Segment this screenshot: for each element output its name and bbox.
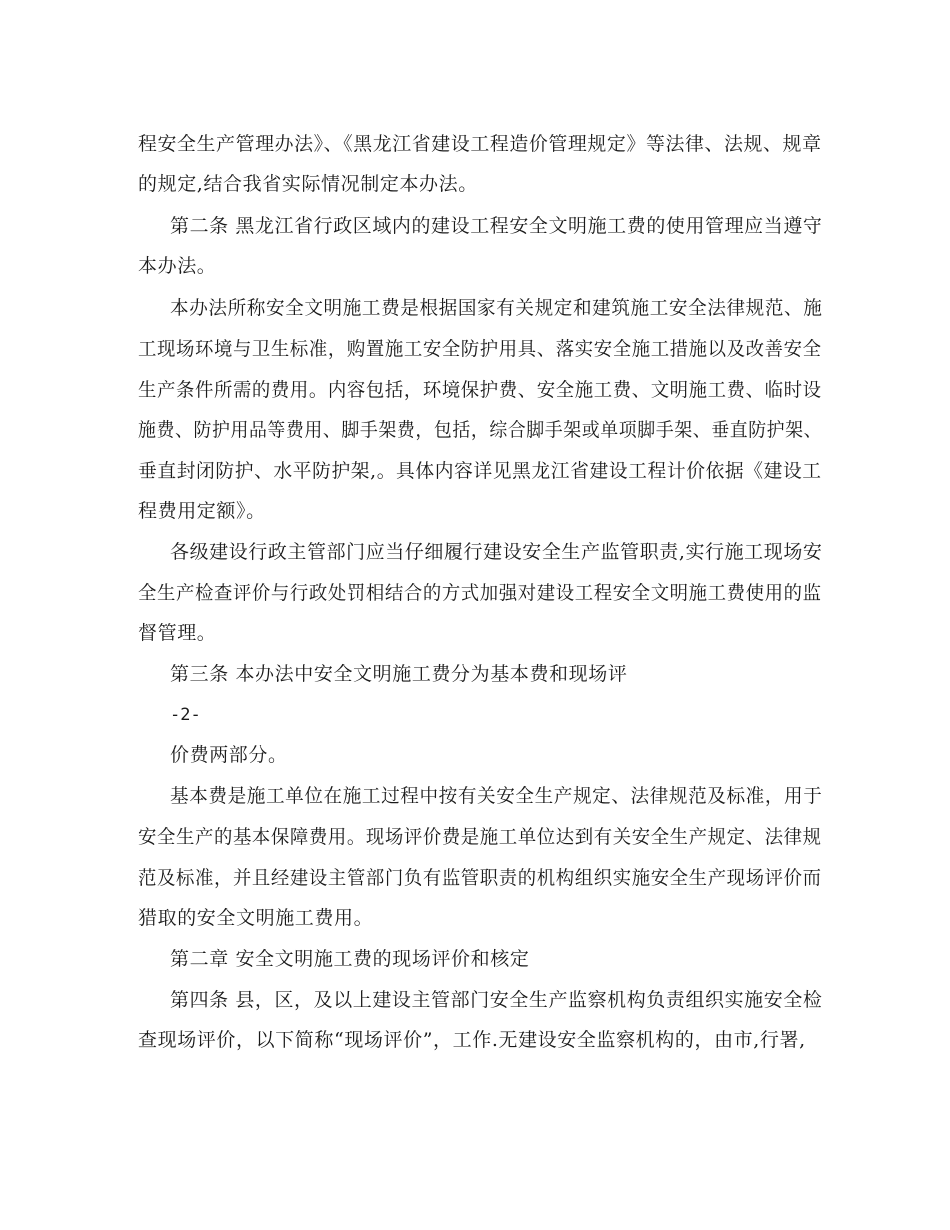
text-line: 全生产检查评价与行政处罚相结合的方式加强对建设工程安全文明施工费使用的监	[138, 582, 822, 604]
text-line: 程安全生产管理办法》、《黑龙江省建设工程造价管理规定》等法律、法规、规章	[138, 133, 822, 155]
text-line: 基本费是施工单位在施工过程中按有关安全生产规定、法律规范及标准，用于	[170, 785, 823, 807]
text-line: 垂直封闭防护、水平防护架,。具体内容详见黑龙江省建设工程计价依据《建设工	[138, 460, 822, 482]
text-line: 价费两部分。	[170, 744, 288, 766]
text-line: 程费用定额》。	[138, 500, 266, 522]
text-line: 生产条件所需的费用。内容包括，环境保护费、安全施工费、文明施工费、临时设	[138, 379, 822, 401]
text-line: 第三条 本办法中安全文明施工费分为基本费和现场评	[170, 663, 628, 685]
text-line: 安全生产的基本保障费用。现场评价费是施工单位达到有关安全生产规定、法律规	[138, 826, 822, 848]
chapter-heading: 第二章 安全文明施工费的现场评价和核定	[170, 948, 530, 970]
text-line: 猎取的安全文明施工费用。	[138, 907, 374, 929]
text-line: 范及标准，并且经建设主管部门负有监管职责的机构组织实施安全生产现场评价而	[138, 867, 822, 889]
text-line: 本办法所称安全文明施工费是根据国家有关规定和建筑施工安全法律规范、施	[170, 297, 823, 319]
text-line: 本办法。	[138, 255, 217, 277]
text-line: 第四条 县，区，及以上建设主管部门安全生产监察机构负责组织实施安全检	[170, 989, 823, 1011]
page-number: -2-	[170, 705, 201, 725]
text-line: 各级建设行政主管部门应当仔细履行建设安全生产监管职责,实行施工现场安	[170, 541, 823, 563]
text-line: 第二条 黑龙江省行政区域内的建设工程安全文明施工费的使用管理应当遵守	[170, 215, 823, 237]
text-line: 查现场评价，以下简称“现场评价”，工作.无建设安全监察机构的，由市,行署,	[138, 1029, 806, 1051]
text-line: 督管理。	[138, 622, 217, 644]
text-line: 的规定,结合我省实际情况制定本办法。	[138, 173, 478, 195]
text-line: 工现场环境与卫生标准，购置施工安全防护用具、落实安全施工措施以及改善安全	[138, 338, 822, 360]
text-line: 施费、防护用品等费用、脚手架费，包括，综合脚手架或单项脚手架、垂直防护架、	[138, 419, 823, 441]
